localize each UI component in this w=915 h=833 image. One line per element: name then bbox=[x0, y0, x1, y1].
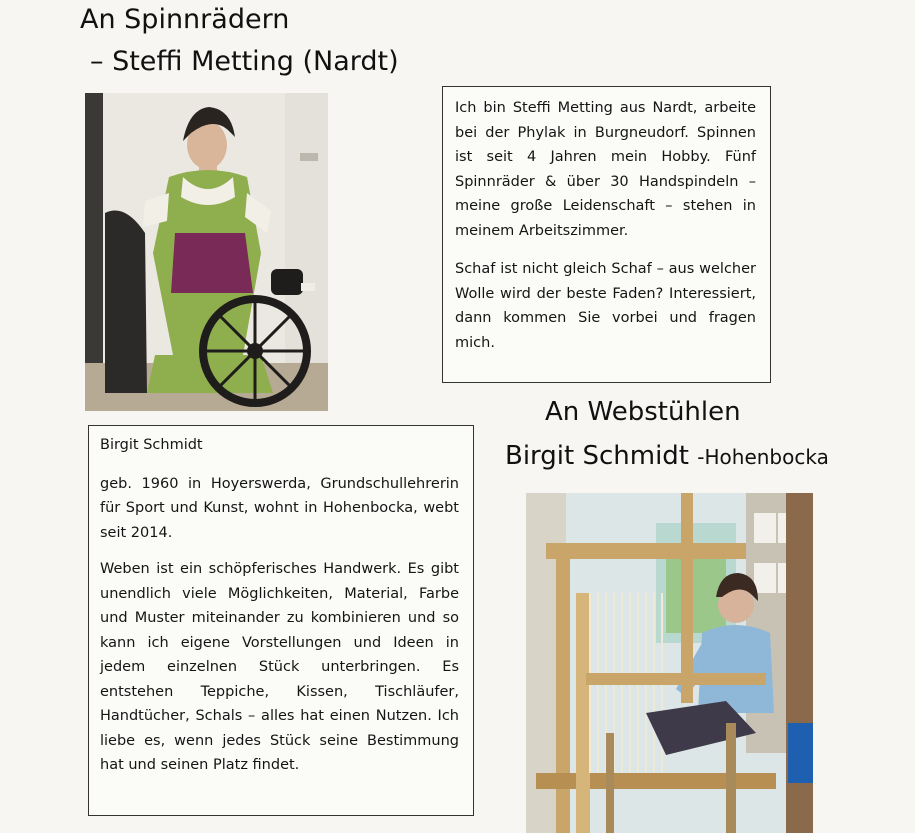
section2-heading-line2 bbox=[505, 441, 829, 471]
section1-heading-line2: – Steffi Metting (Nardt) bbox=[90, 46, 399, 77]
loom-photo bbox=[526, 493, 813, 833]
birgit-bio-box bbox=[88, 425, 474, 816]
steffi-bio-box bbox=[442, 86, 771, 383]
birgit-bio-paragraph1: geb. 1960 in Hoyerswerda, Grundschullehrerin für Sport und Kunst, wohnt in Hohenbocka, webt seit 2014. bbox=[100, 475, 459, 541]
section2-heading-name: Birgit Schmidt bbox=[505, 441, 698, 471]
section2-heading-line1: An Webstühlen bbox=[545, 397, 741, 427]
steffi-bio-paragraph1: Ich bin Steffi Metting aus Nardt, arbeite bei der Phylak in Burgneudorf. Spinnen ist seit 4 Jahren mein Hobby. Fünf Spinnräder & über 30 Handspindeln – meine große Leidenschaft – stehen in meinem Arbeitszimmer. bbox=[455, 100, 756, 239]
section2-heading-place: -Hohenbocka bbox=[697, 445, 829, 469]
spinning-wheel-photo bbox=[85, 93, 328, 411]
birgit-bio-name: Birgit Schmidt bbox=[100, 437, 203, 453]
steffi-bio-paragraph2: Schaf ist nicht gleich Schaf – aus welcher Wolle wird der beste Faden? Interessiert, dann kommen Sie vorbei und fragen mich. bbox=[455, 261, 756, 351]
birgit-bio-paragraph2: Weben ist ein schöpferisches Handwerk. Es gibt unendlich viele Möglichkeiten, Material, Farbe und Muster miteinander zu kombinieren und so kann ich eigene Vorstellungen und Ideen in jedem einzelnen Stück unterbringen. Es entstehen Teppiche, Kissen, Tischläufer, Handtücher, Schals – alles hat einen Nutzen. Ich liebe es, wenn jedes Stück seine Bestimmung hat und seinen Platz findet. bbox=[100, 561, 459, 773]
section1-heading-line1: An Spinnrädern bbox=[80, 4, 290, 35]
